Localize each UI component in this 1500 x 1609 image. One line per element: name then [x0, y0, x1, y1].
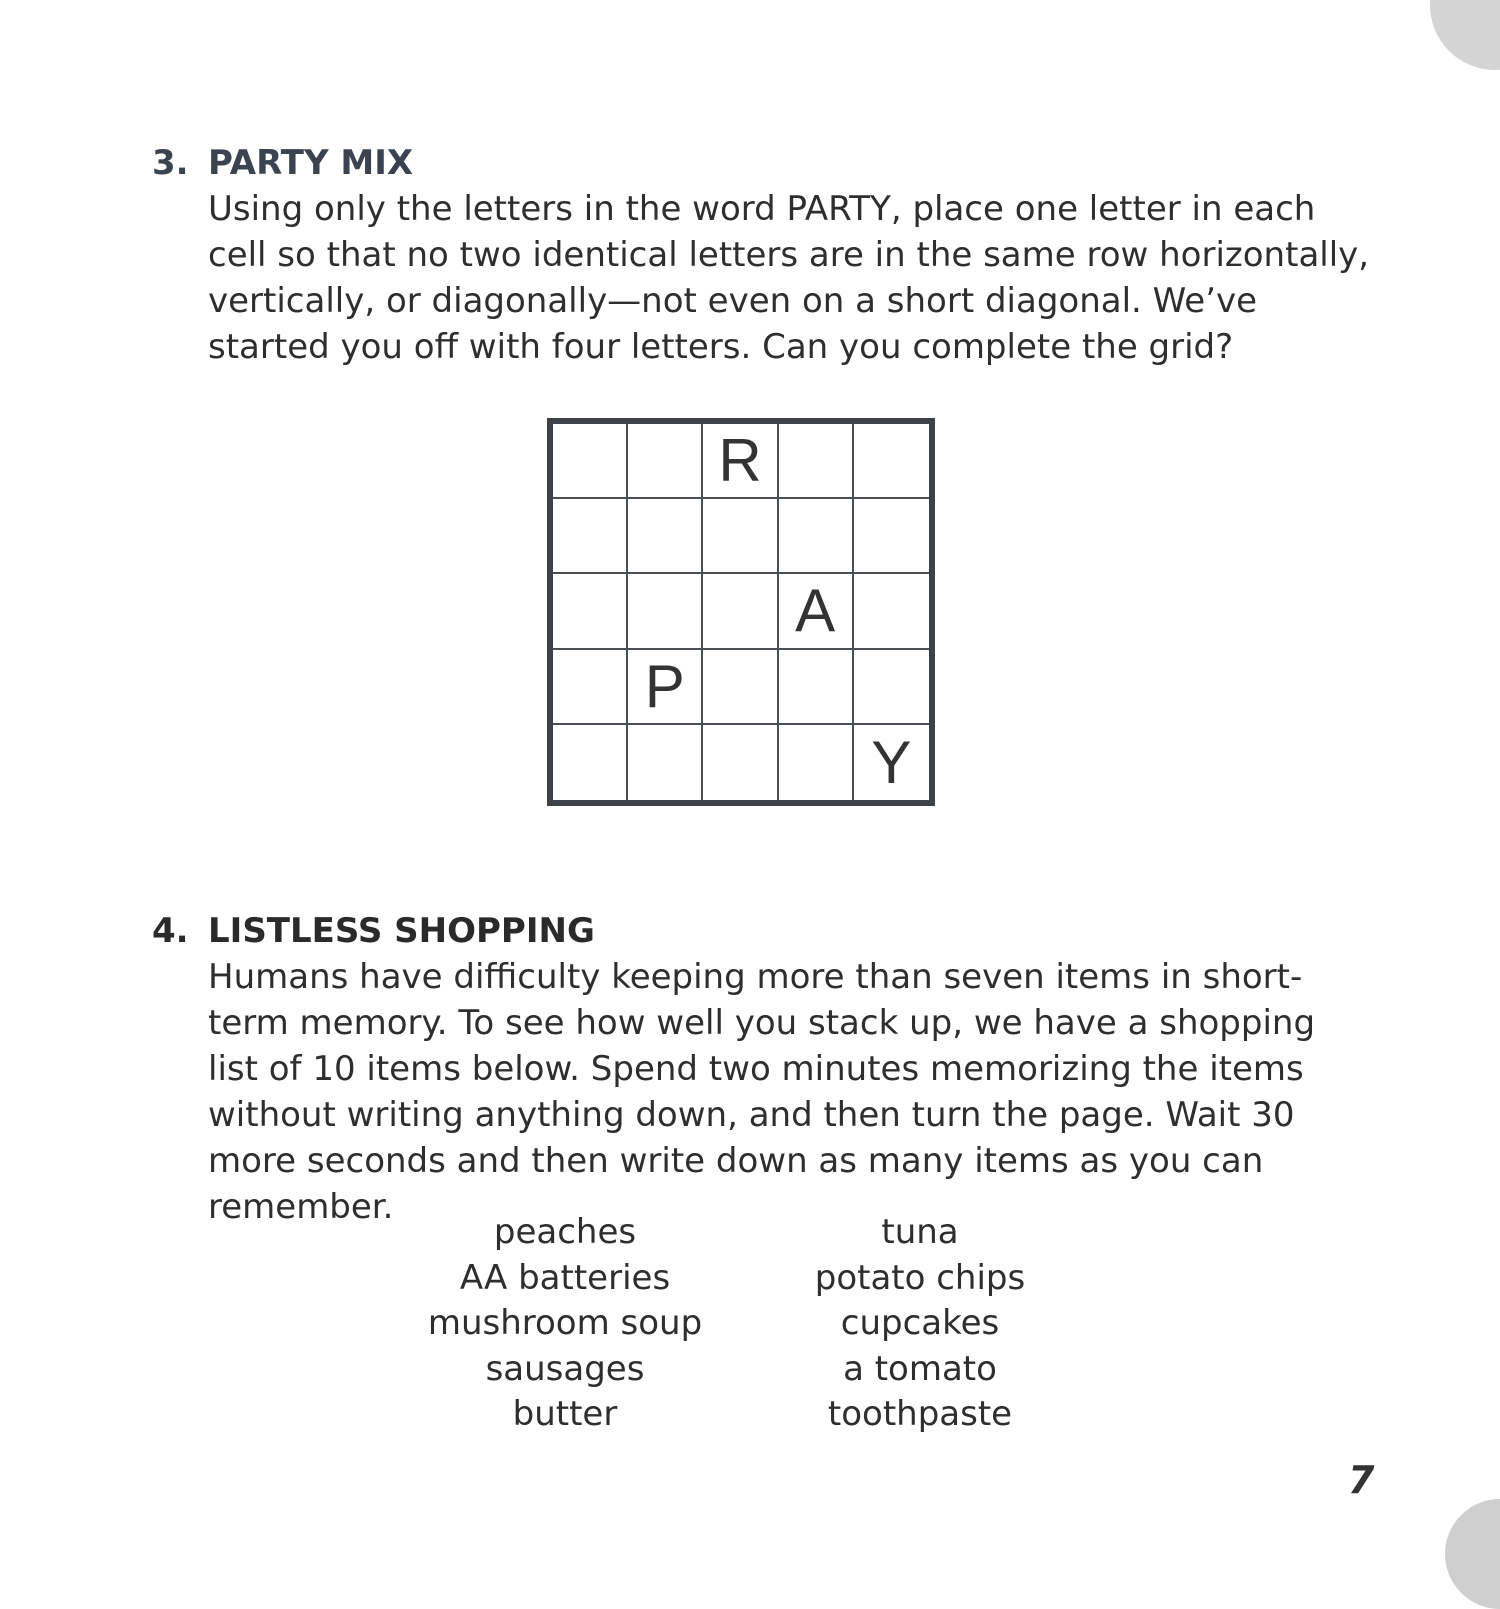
grid-cell	[553, 499, 628, 574]
shopping-list-right	[740, 1210, 1100, 1438]
grid-cell	[854, 574, 929, 649]
grid-cell	[628, 499, 703, 574]
page-corner-decoration	[1445, 1499, 1500, 1609]
shopping-item: a tomato	[843, 1348, 997, 1389]
grid-cell	[854, 424, 929, 499]
grid-cell	[779, 650, 854, 725]
grid-cell	[703, 499, 778, 574]
grid-cell: A	[779, 574, 854, 649]
puzzle-title: LISTLESS SHOPPING	[208, 911, 595, 951]
shopping-item: sausages	[485, 1348, 645, 1389]
shopping-item: butter	[512, 1394, 618, 1434]
grid-cell	[553, 424, 628, 499]
shopping-item: cupcakes	[840, 1303, 1000, 1343]
grid-cell	[628, 574, 703, 649]
puzzle-title: PARTY MIX	[208, 143, 414, 183]
grid-cell: P	[628, 650, 703, 725]
grid-cell	[628, 725, 703, 800]
grid-cell	[779, 499, 854, 574]
shopping-item: mushroom soup	[427, 1303, 703, 1343]
grid-cell	[703, 650, 778, 725]
puzzle-number: 4.	[152, 911, 189, 951]
grid-cell	[703, 725, 778, 800]
grid-cell: R	[703, 424, 778, 499]
grid-cell	[553, 725, 628, 800]
grid-cell	[779, 424, 854, 499]
puzzle-instructions: Using only the letters in the word PARTY, place one letter in each cell so that no two identical letters are in the same row horizontally, vertically, or diagonally—not even on a short diagonal. We’ve started you off with four letters. Can you complete the grid?	[208, 189, 1370, 367]
puzzle-instructions: Humans have difficulty keeping more than seven items in short-term memory. To see how well you stack up, we have a shopping list of 10 items below. Spend two minutes memorizing the items without writing anything down, and then turn the page. Wait 30 more seconds and then write down as many items as you can remember.	[208, 957, 1316, 1227]
grid-cell	[703, 574, 778, 649]
page-corner-decoration	[1430, 0, 1500, 70]
grid-cell	[628, 424, 703, 499]
grid-cell	[854, 499, 929, 574]
grid-cell: Y	[871, 728, 912, 796]
shopping-list-left	[385, 1210, 745, 1438]
shopping-item: toothpaste	[827, 1394, 1013, 1434]
puzzle-number: 3.	[152, 143, 189, 183]
shopping-item: potato chips	[814, 1257, 1026, 1298]
grid-cell	[553, 574, 628, 649]
shopping-item: tuna	[881, 1212, 959, 1252]
shopping-item: AA batteries	[459, 1257, 671, 1298]
grid-cell	[854, 650, 929, 725]
page-number: 7	[1348, 1458, 1375, 1502]
grid-cell	[779, 725, 854, 800]
letter-grid	[547, 418, 935, 806]
shopping-item: peaches	[493, 1212, 637, 1252]
grid-cell	[553, 650, 628, 725]
